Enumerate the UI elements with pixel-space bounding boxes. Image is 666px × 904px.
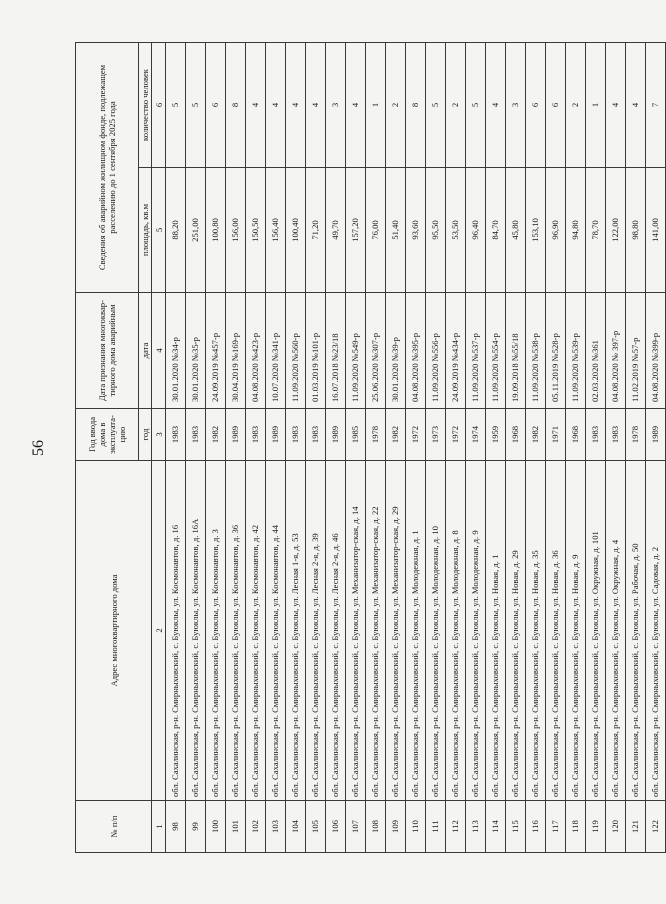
row-people: 2 bbox=[446, 43, 466, 168]
row-date: 01.03.2019 №101-р bbox=[306, 293, 326, 409]
row-address: обл. Сахалинская, р-н. Смирныховский, с. Буюклы, ул. Рабочая, д. 50 bbox=[626, 461, 646, 801]
row-date: 11.09.2020 №549-р bbox=[346, 293, 366, 409]
row-number: 122 bbox=[646, 801, 666, 853]
col-index: 3 bbox=[152, 409, 166, 461]
col-index: 4 bbox=[152, 293, 166, 409]
row-number: 105 bbox=[306, 801, 326, 853]
row-area: 88,20 bbox=[166, 168, 186, 293]
row-year: 1973 bbox=[426, 409, 446, 461]
row-date: 02.03.2020 №361 bbox=[586, 293, 606, 409]
row-year: 1989 bbox=[226, 409, 246, 461]
table-row bbox=[306, 43, 326, 853]
col-index: 1 bbox=[152, 801, 166, 853]
row-area: 157,20 bbox=[346, 168, 366, 293]
row-address: обл. Сахалинская, р-н. Смирныховский, с. Буюклы, ул. Молодежная, д. 9 bbox=[466, 461, 486, 801]
row-address: обл. Сахалинская, р-н. Смирныховский, с. Буюклы, ул. Лесная 1-я, д. 53 bbox=[286, 461, 306, 801]
table-row bbox=[586, 43, 606, 853]
row-date: 04.08.2020 № 397-р bbox=[606, 293, 626, 409]
row-address: обл. Сахалинская, р-н. Смирныховский, с. Буюклы, ул. Механизатор-ская, д. 29 bbox=[386, 461, 406, 801]
row-address: обл. Сахалинская, р-н. Смирныховский, с. Буюклы, ул. Лесная 2-я, д. 39 bbox=[306, 461, 326, 801]
header-area: площадь, кв.м bbox=[139, 168, 152, 293]
row-number: 108 bbox=[366, 801, 386, 853]
row-people: 4 bbox=[286, 43, 306, 168]
row-area: 49,70 bbox=[326, 168, 346, 293]
header-address: Адрес многоквартирного дома bbox=[76, 461, 152, 801]
header-people: количество человек bbox=[139, 43, 152, 168]
row-year: 1972 bbox=[446, 409, 466, 461]
row-date: 11.09.2020 №537-р bbox=[466, 293, 486, 409]
row-year: 1983 bbox=[586, 409, 606, 461]
table-row bbox=[646, 43, 666, 853]
table-row bbox=[406, 43, 426, 853]
row-number: 101 bbox=[226, 801, 246, 853]
row-area: 100,80 bbox=[206, 168, 226, 293]
row-area: 53,50 bbox=[446, 168, 466, 293]
row-address: обл. Сахалинская, р-н. Смирныховский, с. Буюклы, ул. Новая, д. 9 bbox=[566, 461, 586, 801]
row-date: 04.08.2020 №395-р bbox=[406, 293, 426, 409]
row-address: обл. Сахалинская, р-н. Смирныховский, с. Буюклы, ул. Окружная, д. 101 bbox=[586, 461, 606, 801]
row-people: 5 bbox=[466, 43, 486, 168]
row-year: 1978 bbox=[366, 409, 386, 461]
row-number: 121 bbox=[626, 801, 646, 853]
row-people: 2 bbox=[566, 43, 586, 168]
row-number: 107 bbox=[346, 801, 366, 853]
row-address: обл. Сахалинская, р-н. Смирныховский, с. Буюклы, ул. Механизатор-ская, д. 22 bbox=[366, 461, 386, 801]
row-people: 8 bbox=[226, 43, 246, 168]
row-date: 11.09.2020 №560-р bbox=[286, 293, 306, 409]
row-date: 30.01.2020 №39-р bbox=[386, 293, 406, 409]
row-people: 4 bbox=[626, 43, 646, 168]
row-date: 04.08.2020 №399-р bbox=[646, 293, 666, 409]
row-address: обл. Сахалинская, р-н. Смирныховский, с. Буюклы, ул. Садовая, д. 2 bbox=[646, 461, 666, 801]
row-people: 4 bbox=[486, 43, 506, 168]
row-area: 95,50 bbox=[426, 168, 446, 293]
header-date-group: Дата признания многоквар-тирного дома аварийным bbox=[76, 293, 139, 409]
row-number: 114 bbox=[486, 801, 506, 853]
row-area: 100,40 bbox=[286, 168, 306, 293]
table-row bbox=[246, 43, 266, 853]
row-address: обл. Сахалинская, р-н. Смирныховский, с. Буюклы, ул. Космонавтов, д. 16А bbox=[186, 461, 206, 801]
row-area: 71,20 bbox=[306, 168, 326, 293]
table-row bbox=[566, 43, 586, 853]
row-area: 93,60 bbox=[406, 168, 426, 293]
row-people: 2 bbox=[386, 43, 406, 168]
table-row bbox=[626, 43, 646, 853]
col-index: 5 bbox=[152, 168, 166, 293]
row-number: 99 bbox=[186, 801, 206, 853]
row-people: 1 bbox=[586, 43, 606, 168]
table-row bbox=[166, 43, 186, 853]
row-area: 122,00 bbox=[606, 168, 626, 293]
row-date: 11.09.2020 №554-р bbox=[486, 293, 506, 409]
row-area: 141,00 bbox=[646, 168, 666, 293]
row-year: 1968 bbox=[566, 409, 586, 461]
row-people: 7 bbox=[646, 43, 666, 168]
row-people: 3 bbox=[506, 43, 526, 168]
row-people: 4 bbox=[306, 43, 326, 168]
row-date: 10.07.2020 №341-р bbox=[266, 293, 286, 409]
table-row bbox=[346, 43, 366, 853]
row-address: обл. Сахалинская, р-н. Смирныховский, с. Буюклы, ул. Космонавтов, д. 44 bbox=[266, 461, 286, 801]
row-people: 6 bbox=[546, 43, 566, 168]
row-year: 1989 bbox=[326, 409, 346, 461]
page-number: 56 bbox=[30, 440, 47, 456]
table-row bbox=[446, 43, 466, 853]
row-address: обл. Сахалинская, р-н. Смирныховский, с. Буюклы, ул. Молодежная, д. 10 bbox=[426, 461, 446, 801]
header-date: дата bbox=[139, 293, 152, 409]
row-area: 78,70 bbox=[586, 168, 606, 293]
row-people: 3 bbox=[326, 43, 346, 168]
row-people: 6 bbox=[526, 43, 546, 168]
row-area: 76,00 bbox=[366, 168, 386, 293]
row-number: 104 bbox=[286, 801, 306, 853]
row-area: 84,70 bbox=[486, 168, 506, 293]
row-address: обл. Сахалинская, р-н. Смирныховский, с. Буюклы, ул. Новая, д. 29 bbox=[506, 461, 526, 801]
row-people: 4 bbox=[266, 43, 286, 168]
row-number: 103 bbox=[266, 801, 286, 853]
table-row bbox=[466, 43, 486, 853]
header-fund-group: Сведения об аварийном жилищном фонде, подлежащем расселению до 1 сентября 2025 года bbox=[76, 43, 139, 293]
row-address: обл. Сахалинская, р-н. Смирныховский, с. Буюклы, ул. Механизатор-ская, д. 14 bbox=[346, 461, 366, 801]
row-number: 109 bbox=[386, 801, 406, 853]
row-number: 112 bbox=[446, 801, 466, 853]
row-year: 1968 bbox=[506, 409, 526, 461]
row-area: 156,40 bbox=[266, 168, 286, 293]
row-date: 11.09.2020 №538-р bbox=[526, 293, 546, 409]
row-area: 94,80 bbox=[566, 168, 586, 293]
row-number: 117 bbox=[546, 801, 566, 853]
row-number: 116 bbox=[526, 801, 546, 853]
table-row bbox=[486, 43, 506, 853]
row-people: 6 bbox=[206, 43, 226, 168]
table-row bbox=[186, 43, 206, 853]
table-row bbox=[546, 43, 566, 853]
row-year: 1983 bbox=[186, 409, 206, 461]
table-row bbox=[506, 43, 526, 853]
table-row bbox=[366, 43, 386, 853]
row-area: 156,00 bbox=[226, 168, 246, 293]
row-area: 96,40 bbox=[466, 168, 486, 293]
table-row bbox=[386, 43, 406, 853]
row-date: 24.09.2019 №457-р bbox=[206, 293, 226, 409]
row-address: обл. Сахалинская, р-н. Смирныховский, с. Буюклы, ул. Космонавтов, д. 42 bbox=[246, 461, 266, 801]
row-year: 1989 bbox=[266, 409, 286, 461]
row-year: 1983 bbox=[286, 409, 306, 461]
table-row bbox=[286, 43, 306, 853]
row-people: 4 bbox=[346, 43, 366, 168]
row-number: 118 bbox=[566, 801, 586, 853]
row-people: 5 bbox=[186, 43, 206, 168]
table-row bbox=[426, 43, 446, 853]
col-index: 2 bbox=[152, 461, 166, 801]
table-row bbox=[526, 43, 546, 853]
row-year: 1959 bbox=[486, 409, 506, 461]
row-date: 16.07.2018 №23/18 bbox=[326, 293, 346, 409]
table-header bbox=[76, 43, 166, 853]
table-row bbox=[226, 43, 246, 853]
row-date: 25.06.2020 №307-р bbox=[366, 293, 386, 409]
table-body bbox=[166, 43, 666, 853]
row-year: 1985 bbox=[346, 409, 366, 461]
row-date: 30.01.2020 №34-р bbox=[166, 293, 186, 409]
row-address: обл. Сахалинская, р-н. Смирныховский, с. Буюклы, ул. Лесная 2-я, д. 46 bbox=[326, 461, 346, 801]
row-number: 98 bbox=[166, 801, 186, 853]
row-year: 1989 bbox=[646, 409, 666, 461]
row-address: обл. Сахалинская, р-н. Смирныховский, с. Буюклы, ул. Космонавтов, д. 36 bbox=[226, 461, 246, 801]
row-area: 251,00 bbox=[186, 168, 206, 293]
row-address: обл. Сахалинская, р-н. Смирныховский, с. Буюклы, ул. Новая, д. 1 bbox=[486, 461, 506, 801]
row-number: 120 bbox=[606, 801, 626, 853]
row-address: обл. Сахалинская, р-н. Смирныховский, с. Буюклы, ул. Новая, д. 35 bbox=[526, 461, 546, 801]
row-address: обл. Сахалинская, р-н. Смирныховский, с. Буюклы, ул. Окружная, д. 4 bbox=[606, 461, 626, 801]
row-address: обл. Сахалинская, р-н. Смирныховский, с. Буюклы, ул. Космонавтов, д. 16 bbox=[166, 461, 186, 801]
row-number: 100 bbox=[206, 801, 226, 853]
row-number: 102 bbox=[246, 801, 266, 853]
row-year: 1983 bbox=[306, 409, 326, 461]
row-year: 1983 bbox=[606, 409, 626, 461]
row-date: 30.01.2020 №35-р bbox=[186, 293, 206, 409]
row-area: 98,80 bbox=[626, 168, 646, 293]
row-date: 24.09.2019 №434-р bbox=[446, 293, 466, 409]
row-year: 1982 bbox=[526, 409, 546, 461]
table-row bbox=[606, 43, 626, 853]
row-number: 106 bbox=[326, 801, 346, 853]
row-people: 5 bbox=[166, 43, 186, 168]
row-number: 113 bbox=[466, 801, 486, 853]
row-people: 5 bbox=[426, 43, 446, 168]
table-row bbox=[266, 43, 286, 853]
table-row bbox=[326, 43, 346, 853]
row-date: 04.08.2020 №423-р bbox=[246, 293, 266, 409]
table-row bbox=[206, 43, 226, 853]
row-address: обл. Сахалинская, р-н. Смирныховский, с. Буюклы, ул. Новая, д. 36 bbox=[546, 461, 566, 801]
row-date: 11.09.2020 №556-р bbox=[426, 293, 446, 409]
col-index: 6 bbox=[152, 43, 166, 168]
row-year: 1983 bbox=[246, 409, 266, 461]
emergency-housing-table bbox=[75, 42, 666, 853]
row-people: 4 bbox=[246, 43, 266, 168]
row-area: 150,50 bbox=[246, 168, 266, 293]
row-address: обл. Сахалинская, р-н. Смирныховский, с. Буюклы, ул. Молодежная, д. 8 bbox=[446, 461, 466, 801]
row-people: 4 bbox=[606, 43, 626, 168]
row-year: 1982 bbox=[206, 409, 226, 461]
row-year: 1971 bbox=[546, 409, 566, 461]
row-address: обл. Сахалинская, р-н. Смирныховский, с. Буюклы, ул. Космонавтов, д. 3 bbox=[206, 461, 226, 801]
rotated-sheet bbox=[30, 43, 660, 853]
row-number: 119 bbox=[586, 801, 606, 853]
row-address: обл. Сахалинская, р-н. Смирныховский, с. Буюклы, ул. Молодежная, д. 1 bbox=[406, 461, 426, 801]
row-date: 11.09.2020 №539-р bbox=[566, 293, 586, 409]
row-area: 153,10 bbox=[526, 168, 546, 293]
header-year-group: Год ввода дома в эксплуата-цию bbox=[76, 409, 139, 461]
row-year: 1974 bbox=[466, 409, 486, 461]
row-people: 1 bbox=[366, 43, 386, 168]
row-people: 8 bbox=[406, 43, 426, 168]
row-number: 111 bbox=[426, 801, 446, 853]
row-date: 11.02.2019 №57-р bbox=[626, 293, 646, 409]
row-date: 19.09.2018 №55/18 bbox=[506, 293, 526, 409]
row-number: 115 bbox=[506, 801, 526, 853]
header-year: год bbox=[139, 409, 152, 461]
row-year: 1978 bbox=[626, 409, 646, 461]
row-area: 45,80 bbox=[506, 168, 526, 293]
row-number: 110 bbox=[406, 801, 426, 853]
row-date: 05.11.2019 №528-р bbox=[546, 293, 566, 409]
row-area: 96,90 bbox=[546, 168, 566, 293]
header-num: № п/п bbox=[76, 801, 152, 853]
row-year: 1972 bbox=[406, 409, 426, 461]
row-date: 30.04.2019 №169-р bbox=[226, 293, 246, 409]
row-year: 1982 bbox=[386, 409, 406, 461]
row-year: 1983 bbox=[166, 409, 186, 461]
row-area: 51,40 bbox=[386, 168, 406, 293]
